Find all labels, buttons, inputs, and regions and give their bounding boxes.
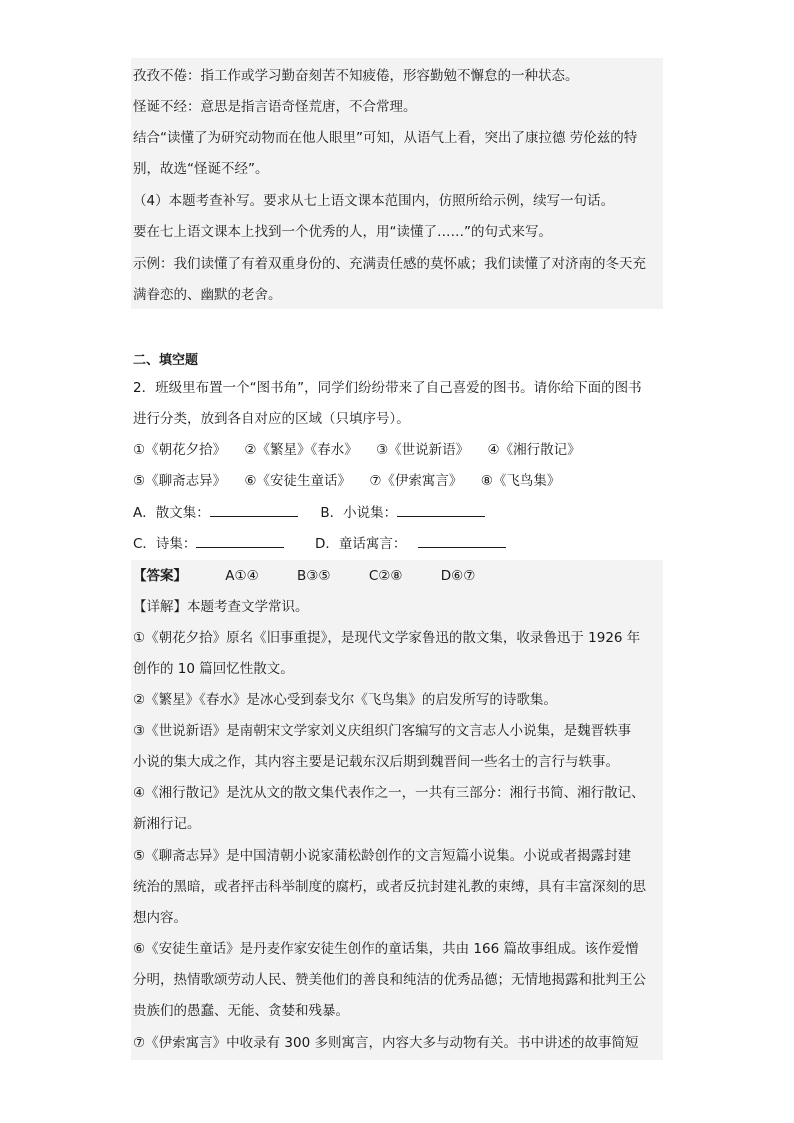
explanation-line: （4）本题考查补写。要求从七上语文课本范围内，仿照所给示例，续写一句话。 xyxy=(133,193,615,209)
detail-line: ⑦《伊索寓言》中收录有 300 多则寓言，内容大多与动物有关。书中讲述的故事简短 xyxy=(133,1035,639,1051)
question-line: 进行分类，放到各自对应的区域（只填序号）。 xyxy=(133,411,410,427)
answer-blank xyxy=(196,535,284,548)
answer-row xyxy=(133,567,475,585)
category-row xyxy=(133,535,506,553)
category-label-a: A．散文集： xyxy=(133,505,210,521)
category-row xyxy=(133,504,485,522)
answer-a: A①④ xyxy=(225,568,259,584)
category-label-c: C．诗集： xyxy=(133,536,197,552)
detail-line: ①《朝花夕拾》原名《旧事重提》，是现代文学家鲁迅的散文集，收录鲁迅于 1926 年 xyxy=(133,630,641,646)
book-item: ⑤《聊斋志异》 xyxy=(133,473,227,489)
section-title: 二、填空题 xyxy=(133,353,199,368)
explanation-line: 示例：我们读懂了有着双重身份的、充满责任感的莫怀戚；我们读懂了对济南的冬天充 xyxy=(133,256,646,272)
book-list-row xyxy=(133,472,560,490)
category-label-d: D．童话寓言： xyxy=(315,536,407,552)
detail-line: 想内容。 xyxy=(133,910,187,926)
detail-line: ⑥《安徒生童话》是丹麦作家安徒生创作的童话集，共由 166 篇故事组成。该作爱憎 xyxy=(133,941,639,957)
answer-c: C②⑧ xyxy=(368,568,403,584)
book-item: ⑦《伊索寓言》 xyxy=(369,473,463,489)
detail-line: 分明，热情歌颂劳动人民、赞美他们的善良和纯洁的优秀品德；无情地揭露和批判王公 xyxy=(133,972,646,988)
book-item: ④《湘行散记》 xyxy=(487,442,581,458)
detail-line: 贵族们的愚蠢、无能、贪婪和残暴。 xyxy=(133,1003,349,1019)
book-item: ②《繁星》《春水》 xyxy=(244,442,358,458)
answer-blank xyxy=(210,504,298,517)
answer-blank xyxy=(418,535,506,548)
book-item: ⑥《安徒生童话》 xyxy=(244,473,352,489)
answer-b: B③⑤ xyxy=(297,568,331,584)
answer-d: D⑥⑦ xyxy=(440,568,476,584)
question-line: 2．班级里布置一个“图书角”，同学们纷纷带来了自己喜爱的图书。请你给下面的图书 xyxy=(133,380,642,396)
detail-line: 【详解】本题考查文学常识。 xyxy=(133,599,309,615)
detail-line: 统治的黑暗，或者抨击科举制度的腐朽，或者反抗封建礼教的束缚，具有丰富深刻的思 xyxy=(133,879,646,895)
explanation-line: 别，故选“怪诞不经”。 xyxy=(133,161,269,177)
book-list-row xyxy=(133,441,581,459)
explanation-line: 结合“读懂了为研究动物而在他人眼里”可知，从语气上看，突出了康拉德 劳伦兹的特 xyxy=(133,130,638,146)
detail-line: 新湘行记。 xyxy=(133,816,201,832)
detail-line: ③《世说新语》是南朝宋文学家刘义庆组织门客编写的文言志人小说集，是魏晋轶事 xyxy=(133,723,632,739)
detail-line: 小说的集大成之作，其内容主要是记载东汉后期到魏晋间一些名士的言行与轶事。 xyxy=(133,754,619,770)
detail-line: 创作的 10 篇回忆性散文。 xyxy=(133,661,294,677)
book-item: ①《朝花夕拾》 xyxy=(133,442,227,458)
detail-line: ⑤《聊斋志异》是中国清朝小说家蒲松龄创作的文言短篇小说集。小说或者揭露封建 xyxy=(133,848,632,864)
detail-line: ②《繁星》《春水》是冰心受到泰戈尔《飞鸟集》的启发所写的诗歌集。 xyxy=(133,692,557,708)
answer-blank xyxy=(397,504,485,517)
answer-label: 【答案】 xyxy=(133,568,187,584)
category-label-b: B．小说集： xyxy=(320,505,398,521)
explanation-line: 满眷恋的、幽默的老舍。 xyxy=(133,287,282,303)
book-item: ③《世说新语》 xyxy=(376,442,470,458)
explanation-line: 怪诞不经：意思是指言语奇怪荒唐，不合常理。 xyxy=(133,99,417,115)
book-item: ⑧《飞鸟集》 xyxy=(480,473,561,489)
detail-line: ④《湘行散记》是沈从文的散文集代表作之一，一共有三部分：湘行书简、湘行散记、 xyxy=(133,785,645,801)
explanation-line: 孜孜不倦：指工作或学习勤奋刻苦不知疲倦，形容勤勉不懈怠的一种状态。 xyxy=(133,68,579,84)
explanation-line: 要在七上语文课本上找到一个优秀的人，用“读懂了……”的句式来写。 xyxy=(133,224,552,240)
